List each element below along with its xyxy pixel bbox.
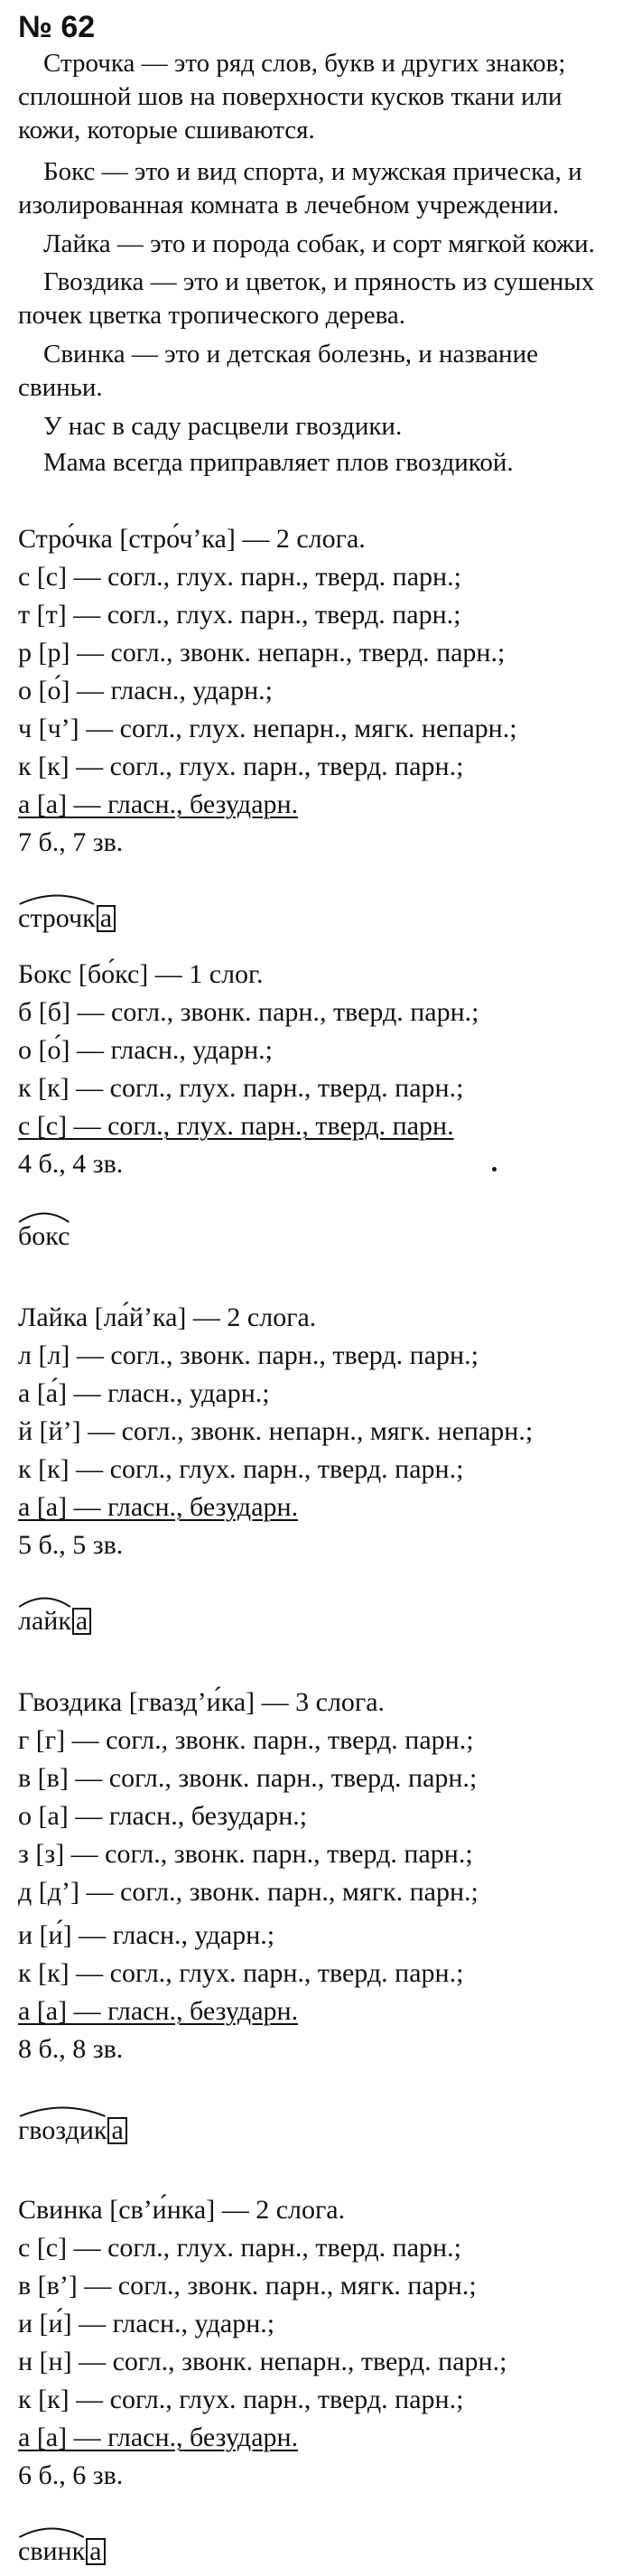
paragraph-strochka: Строчка — это ряд слов, букв и других знаков; сплошной шов на поверхности кусков ткани или кожи, которые сшиваются.: [18, 49, 566, 145]
phonetic-line: р [р] — согл., звонк. непарн., тверд. парн.;: [18, 638, 506, 667]
stem-arc-icon: [18, 2105, 107, 2117]
phonetic-line: ч [ч’] — согл., глух. непарн., мягк. непарн.;: [18, 714, 517, 743]
stem-arc-icon: [18, 892, 96, 905]
phonetic-line: и [и́] — гласн., ударн.;: [18, 2309, 275, 2338]
example-sentence-2: Мама всегда приправляет плов гвоздикой.: [43, 448, 514, 477]
phonetic-line: с [с] — согл., глух. парн., тверд. парн.;: [18, 2233, 461, 2263]
stem-arc-icon: [18, 1595, 71, 1608]
word-heading: Гвоздика [гвазд’и́ка] — 3 слога.: [18, 1687, 386, 1717]
word-structure-scheme: [18, 1219, 70, 1254]
paragraph-svinka: Свинка — это и детская болезнь, и название свиньи.: [18, 340, 538, 402]
word-structure-scheme: [18, 1604, 91, 1638]
letters-sounds-summary: 4 б., 4 зв.: [18, 1149, 124, 1179]
phonetic-line: и [и́] — гласн., ударн.;: [18, 1920, 275, 1950]
phonetic-line: о [а] — гласн., безударн.;: [18, 1801, 308, 1831]
word-heading: Лайка [ла́й’ка] — 2 слога.: [18, 1302, 317, 1332]
word-structure-scheme: [18, 901, 116, 936]
phonetic-line: к [к] — согл., глух. парн., тверд. парн.;: [18, 1073, 464, 1103]
letters-sounds-summary: 5 б., 5 зв.: [18, 1530, 124, 1560]
word-heading: Свинка [св’и́нка] — 2 слога.: [18, 2195, 346, 2225]
phonetic-line: в [в] — согл., звонк. парн., тверд. парн.;: [18, 1763, 478, 1793]
letters-sounds-summary: 6 б., 6 зв.: [18, 2460, 124, 2490]
paragraph-laika: Лайка — это и порода собак, и сорт мягкой кожи.: [43, 229, 595, 258]
phonetic-line: в [в’] — согл., звонк. парн., мягк. парн.;: [18, 2271, 477, 2301]
phonetic-line: й [й’] — согл., звонк. непарн., мягк. непарн.;: [18, 1416, 534, 1446]
phonetic-line-last: а [а] — гласн., безударн.: [18, 2422, 299, 2452]
phonetic-line: н [н] — согл., звонк. непарн., тверд. парн.;: [18, 2347, 507, 2376]
word-stem: лайк: [18, 1606, 71, 1636]
phonetic-line: а [а́] — гласн., ударн.;: [18, 1378, 270, 1408]
exercise-title: № 62: [18, 10, 96, 44]
word-stem: строчк: [18, 903, 96, 933]
word-stem: гвоздик: [18, 2115, 107, 2145]
stem-arc-icon: [18, 2525, 85, 2538]
phonetic-line: к [к] — согл., глух. парн., тверд. парн.;: [18, 1454, 464, 1484]
letters-sounds-summary: 7 б., 7 зв.: [18, 827, 124, 857]
word-structure-scheme: [18, 2114, 127, 2148]
phonetic-line-last: а [а] — гласн., безударн.: [18, 789, 299, 819]
phonetic-line: к [к] — согл., глух. парн., тверд. парн.;: [18, 2385, 464, 2414]
phonetic-line: к [к] — согл., глух. парн., тверд. парн.;: [18, 751, 464, 781]
ending-box: а: [72, 1608, 91, 1635]
phonetic-line: л [л] — согл., звонк. парн., тверд. парн.;: [18, 1340, 479, 1370]
phonetic-line-last: с [с] — согл., глух. парн., тверд. парн.: [18, 1111, 454, 1141]
phonetic-line: с [с] — согл., глух. парн., тверд. парн.;: [18, 562, 461, 592]
phonetic-line: з [з] — согл., звонк. парн., тверд. парн.;: [18, 1839, 473, 1869]
phonetic-line: д [д’] — согл., звонк. парн., мягк. парн.;: [18, 1877, 479, 1907]
word-heading: Бокс [бо́кс] — 1 слог.: [18, 959, 264, 989]
phonetic-line: б [б] — согл., звонк. парн., тверд. парн.;: [18, 997, 479, 1027]
stem-arc-icon: [18, 1210, 70, 1223]
example-sentence-1: У нас в саду расцвели гвоздики.: [43, 412, 403, 441]
ending-box: а: [86, 2538, 105, 2565]
word-heading: Стро́чка [стро́ч’ка] — 2 слога.: [18, 524, 366, 554]
word-stem: бокс: [18, 1221, 70, 1251]
paragraph-gvozdika: Гвоздика — это и цветок, и пряность из сушеных почек цветка тропического дерева.: [18, 267, 595, 330]
letters-sounds-summary: 8 б., 8 зв.: [18, 2034, 124, 2064]
phonetic-line: о [о́] — гласн., ударн.;: [18, 1035, 273, 1065]
phonetic-line-last: а [а] — гласн., безударн.: [18, 1492, 299, 1522]
phonetic-line: г [г] — согл., звонк. парн., тверд. парн.;: [18, 1725, 474, 1755]
word-stem: свинк: [18, 2536, 86, 2566]
phonetic-line-last: а [а] — гласн., безударн.: [18, 1996, 299, 2026]
word-structure-scheme: [18, 2534, 106, 2569]
ink-dot: [492, 1167, 497, 1171]
phonetic-line: о [о́] — гласн., ударн.;: [18, 676, 273, 705]
ending-box: а: [107, 2117, 126, 2144]
ending-box: а: [97, 905, 116, 932]
paragraph-boks: Бокс — это и вид спорта, и мужская прическа, и изолированная комната в лечебном учреждении.: [18, 157, 582, 219]
phonetic-line: т [т] — согл., глух. парн., тверд. парн.;: [18, 600, 461, 630]
phonetic-line: к [к] — согл., глух. парн., тверд. парн.;: [18, 1958, 464, 1988]
